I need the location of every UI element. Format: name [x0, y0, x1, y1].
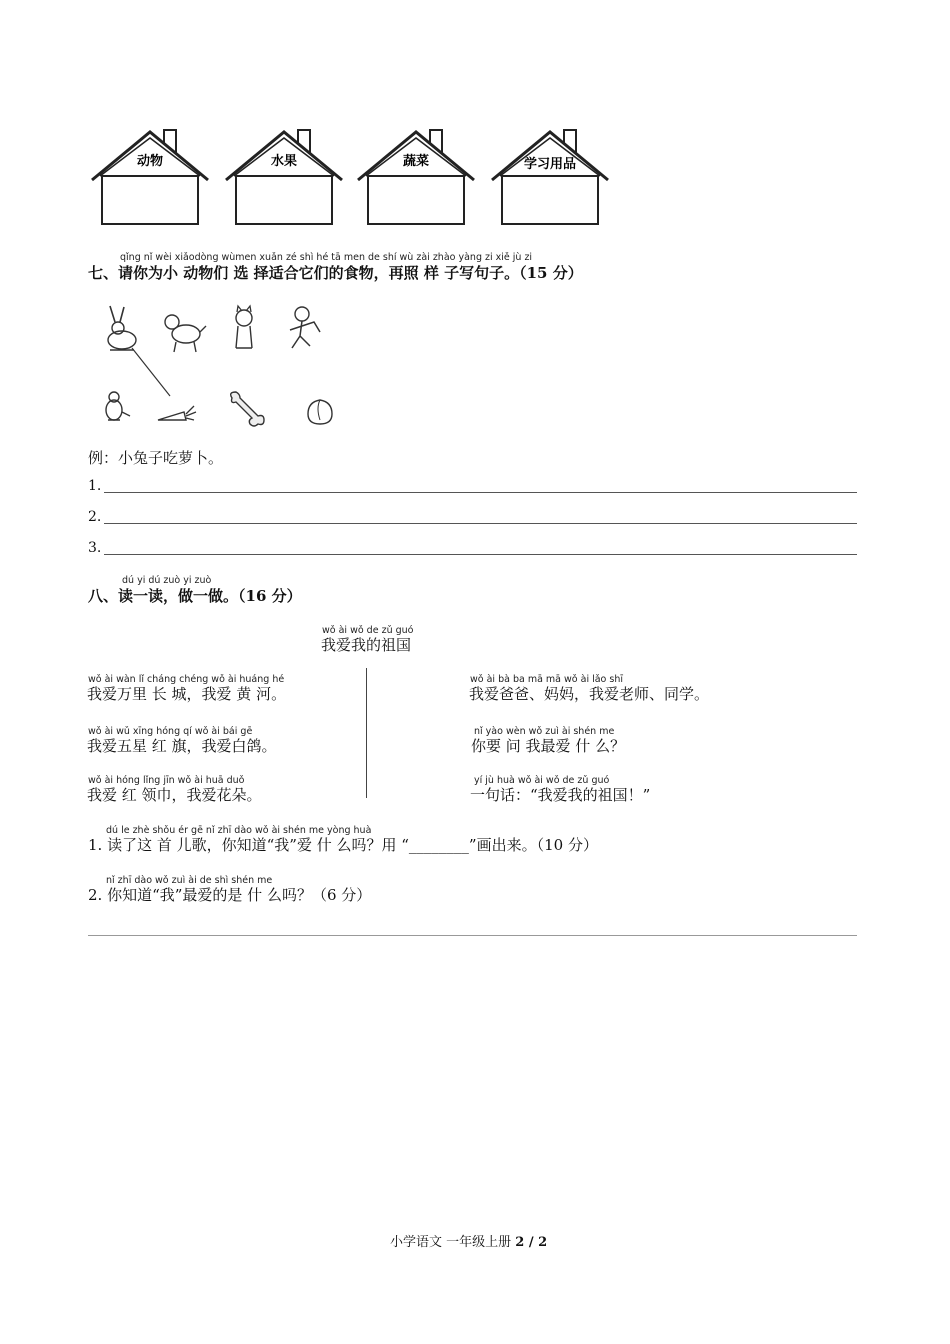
houses-illustration — [90, 120, 630, 232]
poem-right-line-2: 你要 问 我最爱 什 么？ — [471, 737, 626, 755]
poem-title: 我爱我的祖国 — [321, 636, 412, 654]
house-animals — [92, 130, 208, 224]
matching-illustration — [88, 296, 358, 434]
column-divider — [366, 668, 367, 798]
section8-pinyin: dú yi dú zuò yi zuò — [122, 575, 212, 586]
dog-icon — [165, 315, 206, 352]
poem-right-line-1-pinyin: wǒ ài bà ba mā mā wǒ ài lǎo shī — [470, 674, 624, 685]
poem-left-line-1: 我爱万里 长 城，我爱 黄 河。 — [87, 685, 287, 703]
answer-line-q2[interactable] — [88, 935, 857, 936]
question-2: 2. 你知道“我”最爱的是 什 么吗？（6 分） — [88, 886, 372, 904]
poem-right-line-1: 我爱爸爸、妈妈，我爱老师、同学。 — [469, 685, 710, 703]
poem-left-line-3: 我爱 红 领巾，我爱花朵。 — [87, 786, 262, 804]
poem-right-line-2-pinyin: nǐ yào wèn wǒ zuì ài shén me — [474, 726, 615, 737]
match-line — [132, 348, 170, 396]
answer-line-3[interactable] — [104, 554, 857, 555]
poem-title-pinyin: wǒ ài wǒ de zǔ guó — [322, 625, 414, 636]
poem-left-line-1-pinyin: wǒ ài wàn lǐ cháng chéng wǒ ài huáng hé — [88, 674, 285, 685]
poem-right-line-3: 一句话：“我爱我的祖国！” — [470, 786, 651, 804]
footer-page-number: 2 / 2 — [515, 1235, 548, 1250]
section7-pinyin: qǐng nǐ wèi xiǎodòng wùmen xuǎn zé shì hé tā men de shí wù zài zhào yàng zi xiě jù zi — [120, 252, 533, 263]
question-1-pinyin: dú le zhè shǒu ér gē nǐ zhī dào wǒ ài shén me yòng huà — [106, 825, 372, 836]
poem-left-line-2: 我爱五星 红 旗，我爱白鸽。 — [87, 737, 277, 755]
house-label-fruit: 水果 — [270, 154, 298, 169]
house-label-animals: 动物 — [136, 154, 164, 169]
rabbit-icon — [108, 306, 136, 350]
house-school-supplies — [492, 130, 608, 224]
house-label-school-supplies: 学习用品 — [523, 157, 577, 172]
poem-left-line-3-pinyin: wǒ ài hóng lǐng jīn wǒ ài huā duǒ — [88, 775, 245, 786]
question-2-pinyin: nǐ zhī dào wǒ zuì ài de shì shén me — [106, 875, 273, 886]
carrot-icon — [158, 406, 196, 420]
poem-left-line-2-pinyin: wǒ ài wǔ xīng hóng qí wǒ ài bái gē — [88, 726, 253, 737]
mouse-icon — [106, 392, 130, 420]
footer-subject: 小学语文 一年级上册 — [390, 1235, 512, 1250]
peach-icon — [308, 400, 332, 424]
section7-title: 七、请你为小 动物们 选 择适合它们的食物，再照 样 子写句子。（15 分） — [88, 264, 583, 282]
answer-line-1[interactable] — [104, 492, 857, 493]
house-vegetables — [358, 130, 474, 224]
section7-example: 例：小兔子吃萝卜。 — [88, 449, 224, 467]
question-1: 1. 读了这 首 儿歌，你知道“我”爱 什 么吗？用 “________”画出来。（10 分） — [88, 836, 598, 854]
answer-line-2[interactable] — [104, 523, 857, 524]
monkey-icon — [290, 307, 320, 348]
house-label-vegetables: 蔬菜 — [402, 154, 430, 169]
answer-line-3-number: 3. — [88, 540, 102, 556]
bone-icon — [231, 392, 264, 426]
section8-title: 八、读一读，做一做。（16 分） — [88, 587, 302, 605]
poem-right-line-3-pinyin: yí jù huà wǒ ài wǒ de zǔ guó — [474, 775, 610, 786]
answer-line-1-number: 1. — [88, 478, 102, 494]
house-fruit — [226, 130, 342, 224]
page-footer — [390, 1231, 547, 1250]
cat-icon — [236, 306, 252, 348]
answer-line-2-number: 2. — [88, 509, 102, 525]
